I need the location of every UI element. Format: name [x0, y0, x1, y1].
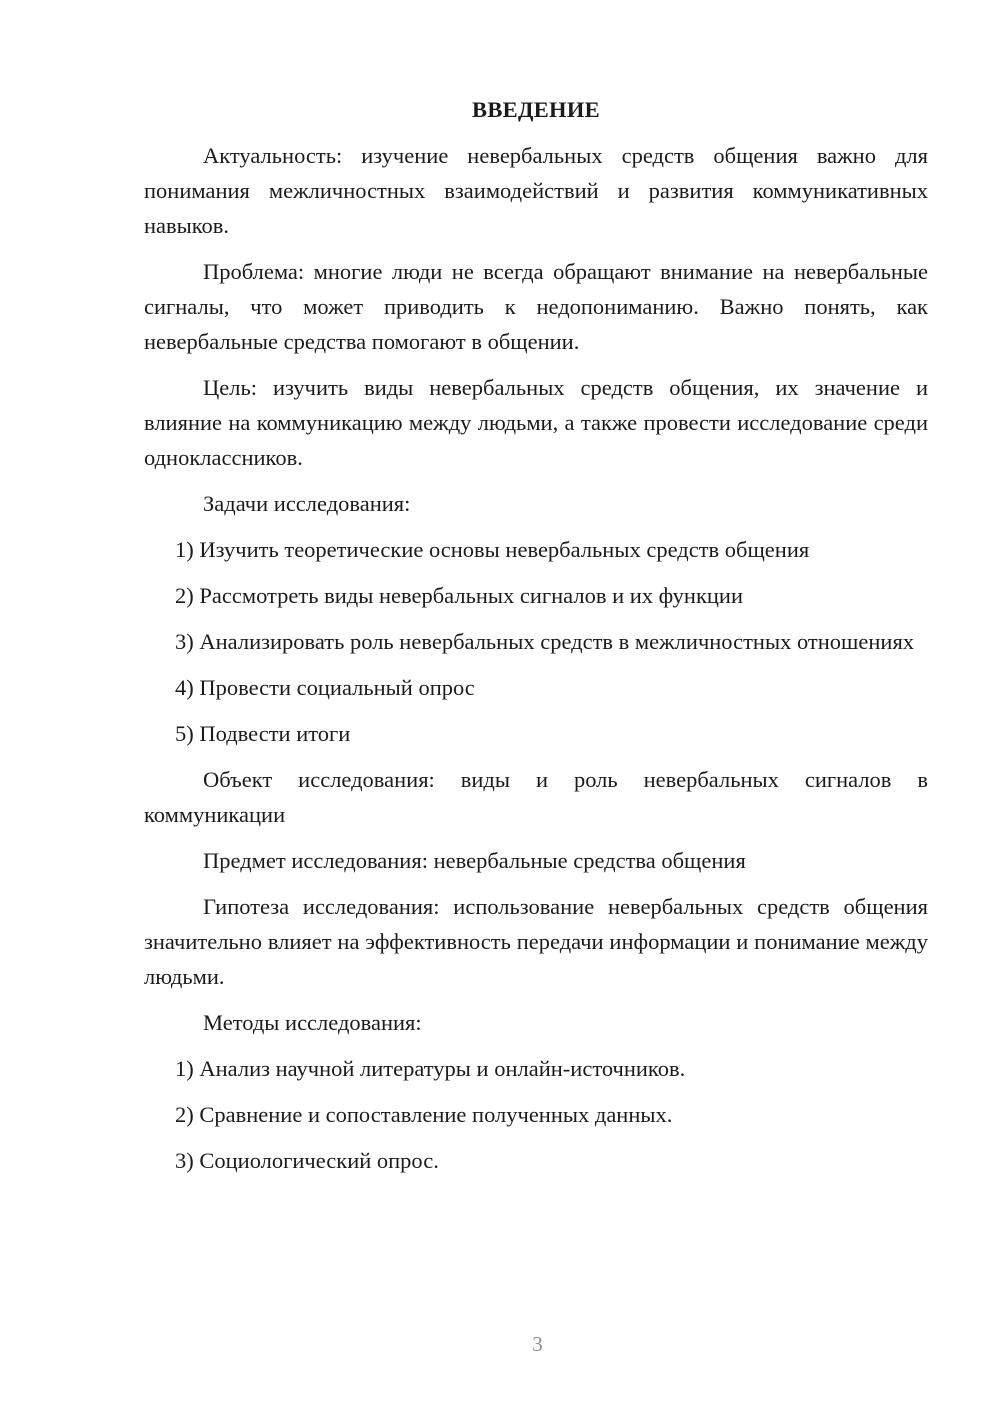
task-item: 2) Рассмотреть виды невербальных сигналов и их функции [175, 583, 744, 608]
task-item: 3) Анализировать роль невербальных средств в межличностных отношениях [175, 629, 915, 654]
paragraph-subject: Предмет исследования: невербальные средства общения [203, 848, 746, 873]
page-title: ВВЕДЕНИЕ [472, 97, 600, 122]
paragraph-goal: Цель: изучить виды невербальных средств общения, их значение и влияние на коммуникацию между людьми, а также провести исследование среди одноклассников. [144, 375, 928, 470]
page-number: 3 [532, 1332, 543, 1356]
task-item: 5) Подвести итоги [175, 721, 351, 746]
task-item: 1) Изучить теоретические основы невербальных средств общения [175, 537, 810, 562]
task-item: 4) Провести социальный опрос [175, 675, 475, 700]
paragraph-hypothesis: Гипотеза исследования: использование невербальных средств общения значительно влияет на эффективность передачи информации и понимание между людьми. [144, 894, 928, 989]
methods-heading: Методы исследования: [203, 1010, 422, 1035]
tasks-heading: Задачи исследования: [203, 491, 411, 516]
page-content [144, 92, 928, 1189]
method-item: 1) Анализ научной литературы и онлайн-источников. [175, 1056, 686, 1081]
method-item: 3) Социологический опрос. [175, 1148, 439, 1173]
paragraph-problem: Проблема: многие люди не всегда обращают внимание на невербальные сигналы, что может приводить к недопониманию. Важно понять, как невербальные средства помогают в общении. [144, 259, 928, 354]
paragraph-object: Объект исследования: виды и роль невербальных сигналов в коммуникации [144, 767, 928, 827]
paragraph-relevance: Актуальность: изучение невербальных средств общения важно для понимания межличностных взаимодействий и развития коммуникативных навыков. [144, 143, 928, 238]
method-item: 2) Сравнение и сопоставление полученных данных. [175, 1102, 673, 1127]
